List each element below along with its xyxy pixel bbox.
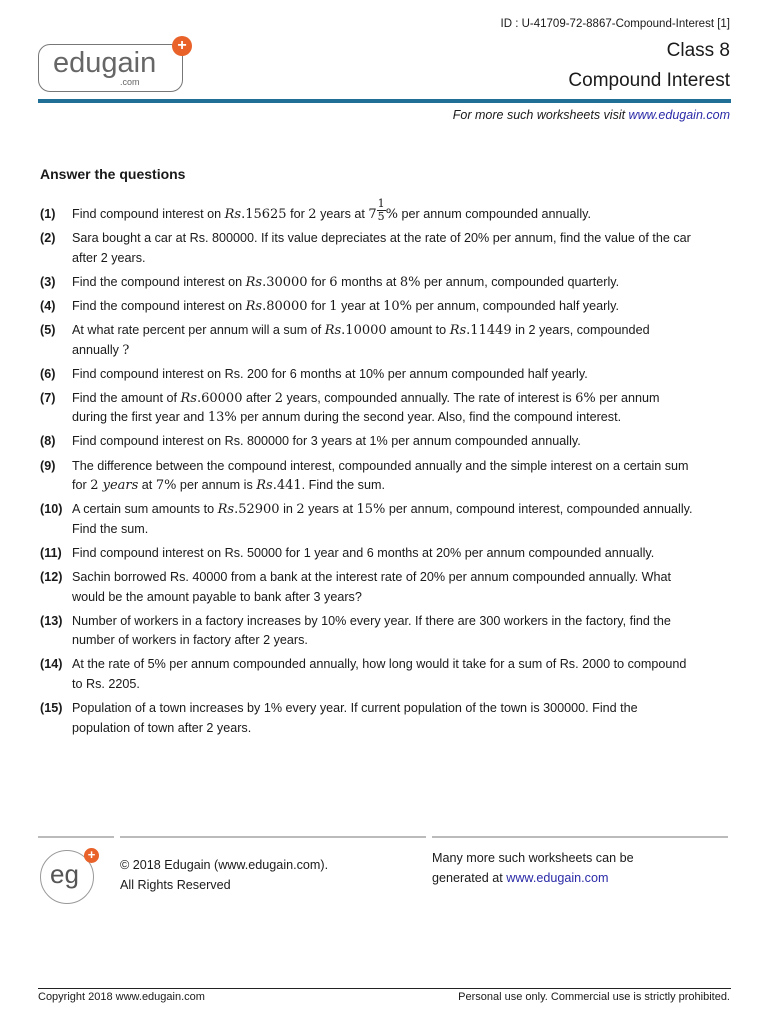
question-item — [40, 389, 730, 428]
text-segment: per annum during the first year and — [72, 390, 660, 425]
question-number: (3) — [40, 274, 56, 289]
plus-icon: + — [172, 36, 192, 56]
text-segment: after — [242, 390, 275, 405]
copyright-block — [120, 855, 328, 895]
copyright-line: © 2018 Edugain (www.edugain.com). — [120, 858, 329, 872]
text-segment: The difference between the compound interest, compounded annually and the simple interest on a certain sum for — [72, 458, 689, 493]
question-text — [72, 229, 697, 268]
visit-note — [453, 108, 730, 122]
text-segment: Find compound interest on Rs. 800000 for 3 years at 1% per annum compounded annually. — [72, 434, 581, 449]
text-segment: Population of a town increases by 1% every year. If current population of the town is 300000. Find the population of town after 2 years. — [72, 701, 638, 735]
math-segment: .60000 — [196, 390, 243, 406]
header-divider — [38, 99, 731, 103]
text-segment: per annum compounded annually. — [398, 207, 592, 221]
question-item — [40, 297, 730, 317]
math-segment: Rs — [245, 298, 263, 314]
math-segment: 1 — [329, 298, 338, 314]
question-number: (1) — [40, 207, 56, 221]
logo-word: eg — [50, 859, 79, 889]
footer-divider — [432, 836, 728, 838]
text-segment: Find compound interest on Rs. 50000 for 1 year and 6 months at 20% per annum compounded annually. — [72, 545, 655, 560]
question-list — [40, 197, 730, 743]
math-segment: 7% — [155, 478, 177, 494]
math-segment: .10000 — [341, 322, 387, 338]
question-text — [72, 655, 697, 694]
more-line: Many more such worksheets can be — [432, 851, 634, 865]
math-segment: .30000 — [262, 274, 308, 290]
denominator: 5 — [377, 210, 385, 224]
plus-icon: + — [84, 848, 99, 863]
logo-word: edugain — [53, 47, 157, 79]
math-segment: ? — [122, 342, 130, 358]
math-segment: 15% — [356, 502, 386, 518]
math-segment: .441 — [272, 478, 302, 494]
text-segment: At the rate of 5% per annum compounded annually, how long would it take for a sum of Rs. 2000 to compound to Rs. 2205. — [72, 657, 687, 691]
text-segment: per annum during the second year. Also, find the compound interest. — [236, 410, 622, 425]
question-text — [72, 432, 697, 452]
footer-divider — [38, 836, 114, 838]
question-number: (12) — [40, 570, 63, 584]
math-segment: 2 — [274, 390, 283, 406]
topic-title: Compound Interest — [568, 70, 730, 91]
question-item — [40, 612, 730, 651]
fraction — [377, 198, 386, 223]
question-number: (2) — [40, 231, 56, 246]
question-text — [72, 612, 697, 651]
eg-logo — [40, 847, 96, 904]
question-number: (11) — [40, 545, 62, 560]
question-item — [40, 273, 730, 293]
question-item — [40, 500, 730, 539]
question-item — [40, 432, 730, 452]
text-segment: at — [138, 478, 156, 493]
text-segment: in — [279, 502, 297, 517]
question-number: (7) — [40, 390, 56, 405]
question-text — [72, 500, 697, 539]
question-number: (5) — [40, 322, 56, 337]
math-segment: 8% — [399, 274, 421, 290]
math-segment: Rs — [245, 274, 263, 290]
bottom-rule — [38, 988, 731, 989]
question-number: (10) — [40, 502, 63, 517]
text-segment: Find compound interest on — [72, 207, 225, 221]
math-segment: 13% — [207, 410, 237, 426]
math-segment: 2 — [296, 502, 305, 518]
text-segment: Number of workers in a factory increases by 10% every year. If there are 300 workers in the factory, find the number of workers in factory after 2 years. — [72, 613, 671, 648]
question-number: (13) — [40, 613, 63, 628]
math-segment: 7 — [368, 207, 377, 222]
edugain-logo — [38, 37, 187, 92]
text-segment: A certain sum amounts to — [72, 502, 218, 517]
more-line: generated at — [432, 871, 507, 885]
text-segment: years, compounded annually. The rate of interest is — [282, 390, 576, 405]
text-segment: per annum, compound interest, compounded annually. Find the sum. — [72, 502, 693, 536]
text-segment: Sachin borrowed Rs. 40000 from a bank at the interest rate of 20% per annum compounded annually. What would be the amount payable to bank after 3 years? — [72, 570, 672, 604]
question-number: (8) — [40, 434, 56, 449]
math-segment: 6 — [329, 274, 338, 290]
question-number: (14) — [40, 657, 63, 672]
question-item — [40, 229, 730, 268]
more-worksheets-block — [432, 848, 634, 888]
math-segment: .52900 — [234, 502, 280, 518]
text-segment: year at — [337, 298, 384, 313]
question-item — [40, 655, 730, 694]
math-segment: years — [102, 478, 139, 494]
text-segment: in 2 years, compounded annually — [72, 322, 650, 357]
question-number: (4) — [40, 298, 56, 313]
question-text — [72, 699, 697, 738]
question-item — [40, 365, 730, 385]
text-segment: At what rate percent per annum will a sum of — [72, 322, 325, 337]
text-segment: Sara bought a car at Rs. 800000. If its value depreciates at the rate of 20% per annum, find the value of the car after 2 years. — [72, 231, 691, 265]
math-segment: 6% — [575, 390, 596, 406]
rights-line: All Rights Reserved — [120, 878, 231, 892]
math-segment: .11449 — [466, 322, 512, 338]
math-segment: Rs — [217, 502, 235, 518]
question-text — [72, 457, 697, 496]
math-segment: Rs — [324, 322, 342, 338]
text-segment: Find the compound interest on — [72, 298, 246, 313]
numerator: 1 — [377, 197, 385, 211]
math-segment: 2 — [90, 478, 103, 494]
question-item — [40, 457, 730, 496]
question-text — [72, 273, 697, 293]
math-segment: % — [385, 207, 399, 222]
text-segment: months at — [337, 274, 400, 289]
question-number: (6) — [40, 366, 56, 381]
question-text — [72, 297, 697, 317]
question-text — [72, 568, 697, 607]
question-item — [40, 321, 730, 360]
question-text — [72, 365, 697, 385]
math-segment: .80000 — [262, 298, 308, 314]
math-segment: 2 — [308, 207, 317, 222]
math-segment: .15625 — [241, 207, 287, 222]
text-segment: Find the compound interest on — [72, 274, 246, 289]
text-segment: per annum, compounded quarterly. — [420, 274, 620, 289]
math-segment: 10% — [383, 298, 412, 314]
math-segment: Rs — [449, 322, 467, 338]
footer-divider — [120, 836, 426, 838]
text-segment: years at — [304, 502, 357, 517]
question-number: (9) — [40, 458, 56, 473]
text-segment: for — [286, 207, 309, 221]
text-segment: amount to — [386, 322, 450, 337]
question-text — [72, 389, 697, 428]
text-segment: Find the amount of — [72, 390, 181, 405]
text-segment: per annum is — [176, 478, 257, 493]
math-segment: Rs — [256, 478, 273, 494]
question-item — [40, 197, 730, 225]
question-text — [72, 197, 697, 225]
math-segment: Rs — [224, 207, 242, 222]
visit-text: For more such worksheets visit — [452, 108, 629, 122]
question-item — [40, 544, 730, 564]
math-segment: Rs — [180, 390, 197, 406]
question-item — [40, 568, 730, 607]
question-number: (15) — [40, 701, 63, 716]
logo-com: .com — [120, 77, 140, 87]
bottom-notice: Personal use only. Commercial use is strictly prohibited. — [458, 991, 730, 1003]
more-link[interactable]: www.edugain.com — [506, 871, 609, 885]
section-heading: Answer the questions — [40, 166, 186, 182]
text-segment: years at — [316, 207, 369, 221]
bottom-copyright: Copyright 2018 www.edugain.com — [38, 991, 205, 1003]
question-text — [72, 544, 697, 564]
class-title: Class 8 — [666, 40, 730, 61]
document-id: ID : U-41709-72-8867-Compound-Interest [1] — [500, 18, 730, 30]
text-segment: Find compound interest on Rs. 200 for 6 months at 10% per annum compounded half yearly. — [72, 366, 588, 381]
question-item — [40, 699, 730, 738]
text-segment: for — [307, 274, 330, 289]
text-segment: . Find the sum. — [301, 478, 385, 493]
visit-link[interactable]: www.edugain.com — [628, 108, 730, 122]
question-text — [72, 321, 697, 360]
text-segment: per annum, compounded half yearly. — [411, 298, 619, 313]
text-segment: for — [307, 298, 330, 313]
